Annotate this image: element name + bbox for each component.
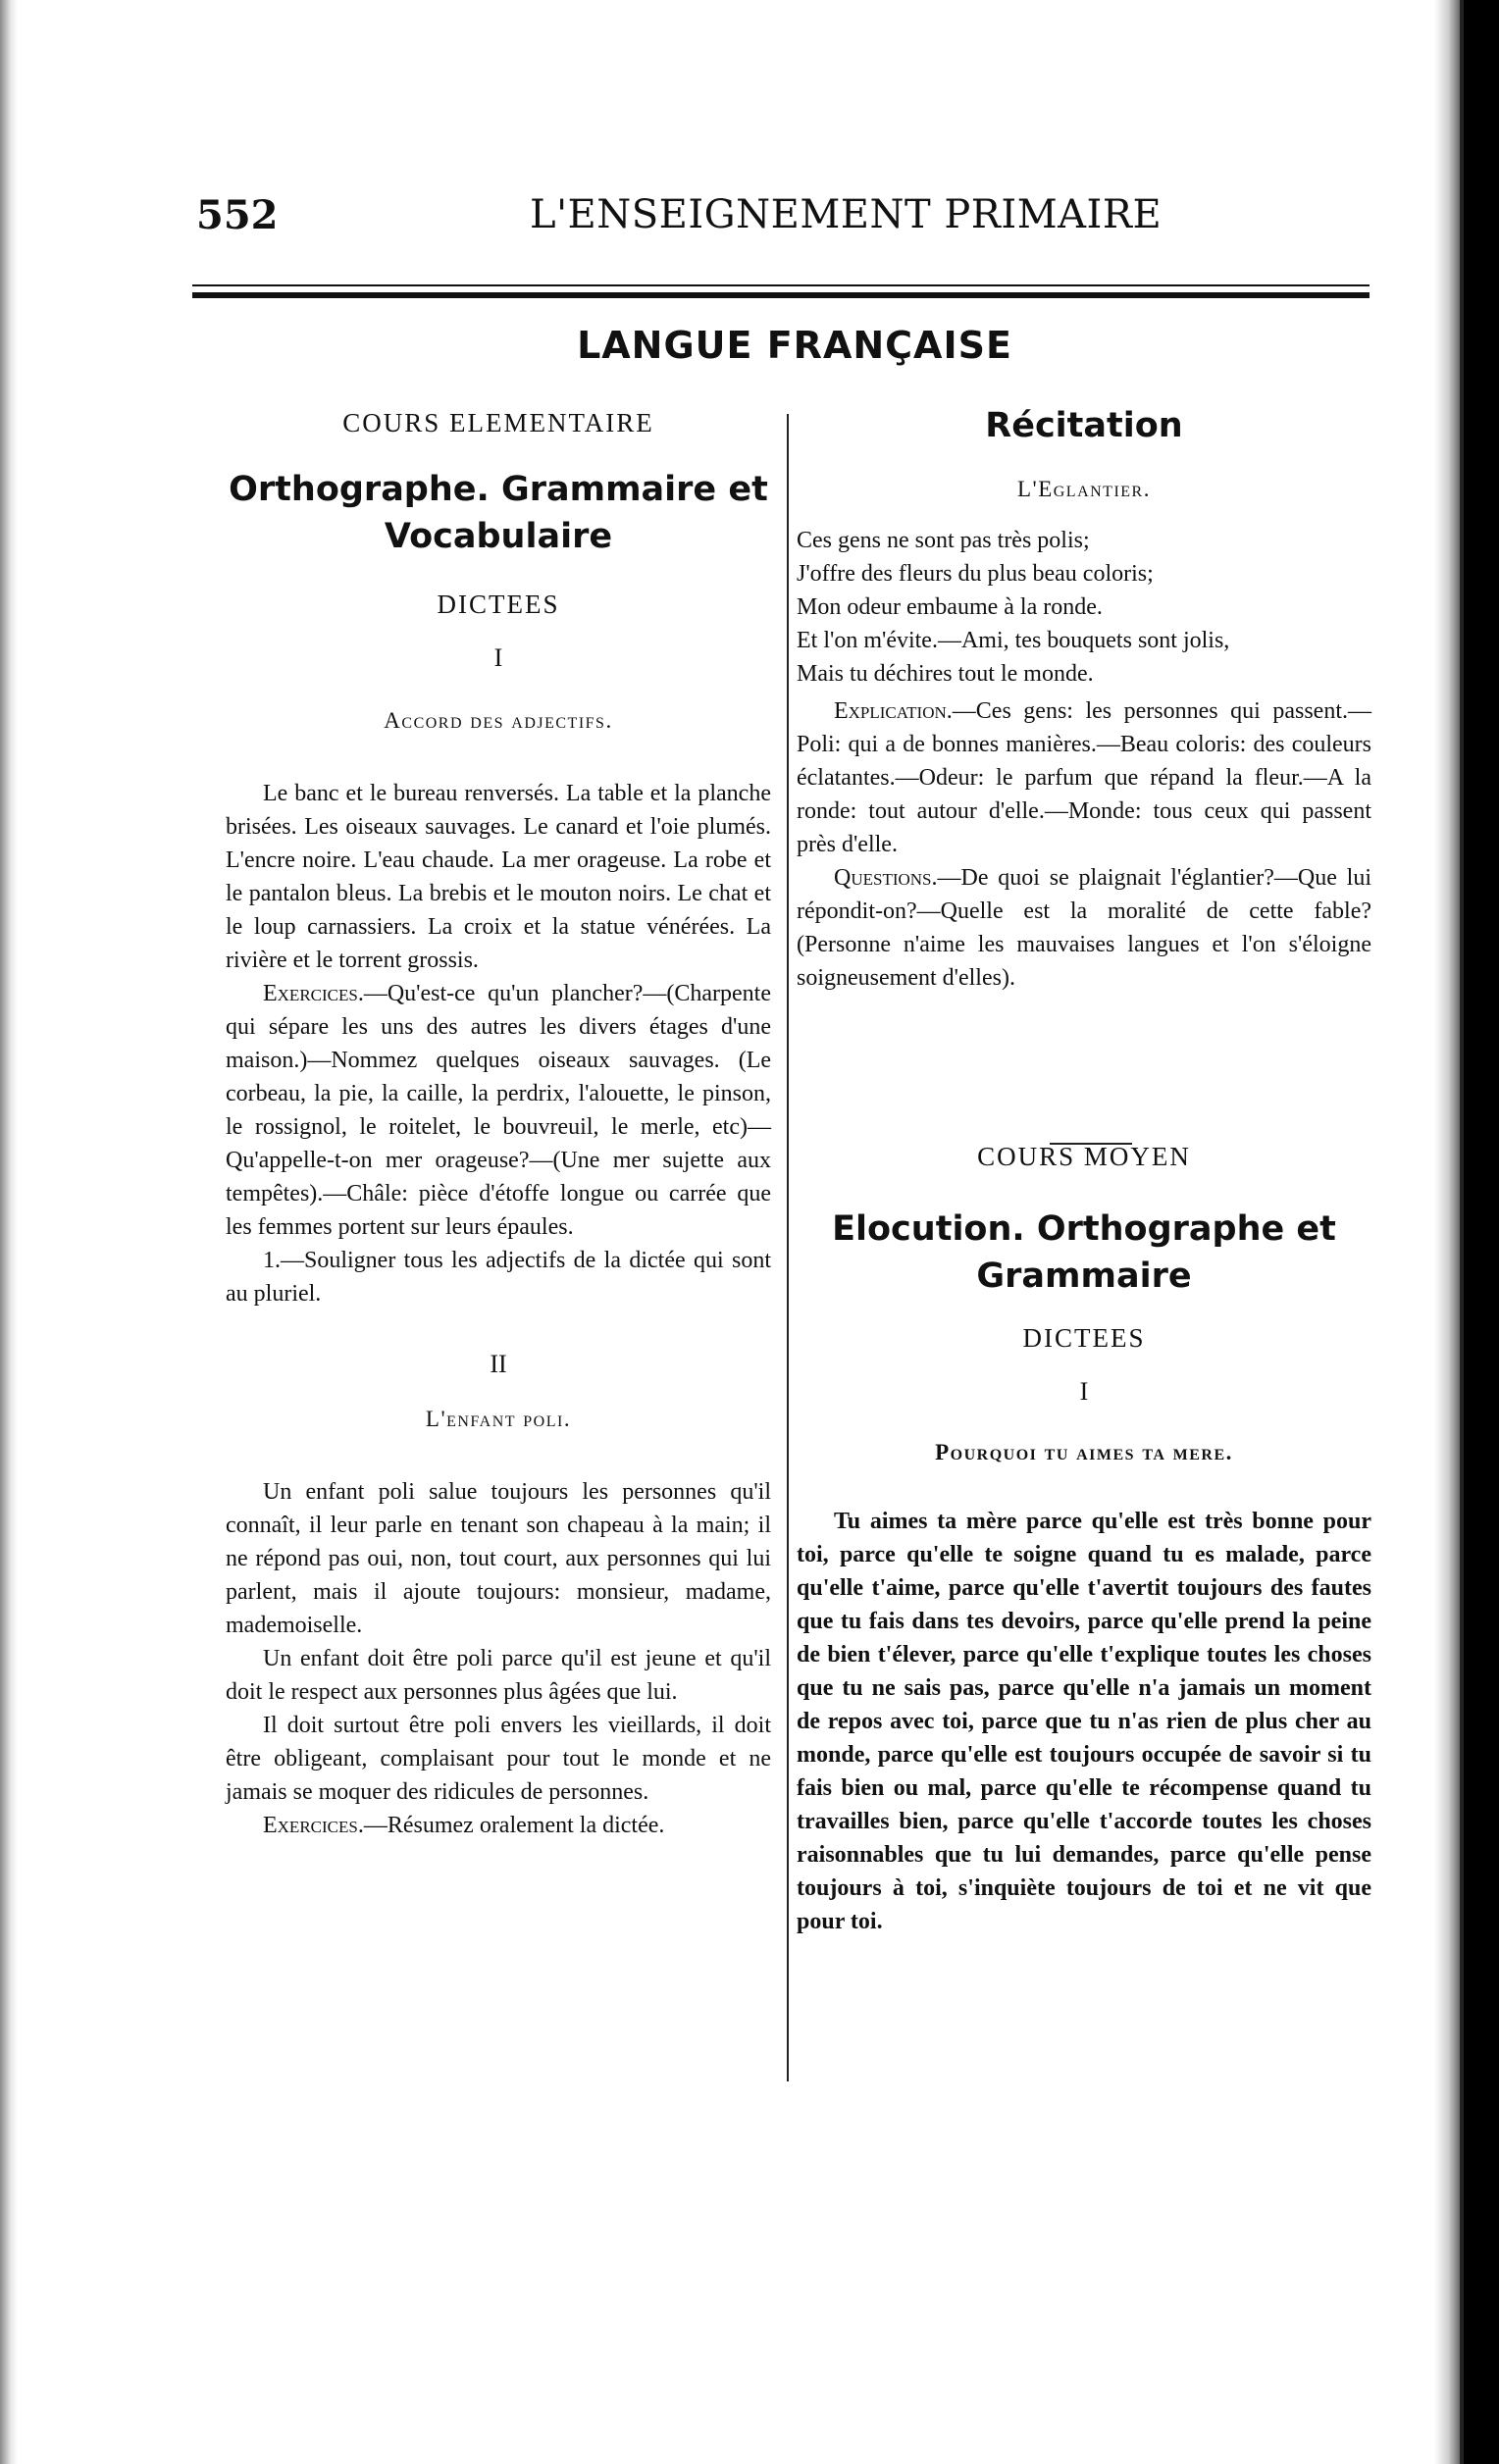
questions-text: .—De quoi se plaignait l'églantier?—Que lui répondit-on?—Quelle est la moralité de cette fable? (Personne n'aime les mauvaises langues et l'on s'éloigne soigneusement d'elles). — [797, 865, 1371, 991]
poem-title: L'Eglantier. — [1017, 477, 1151, 501]
right-heading-line1: Elocution. Orthographe et — [832, 1209, 1336, 1249]
header-rule-thick — [192, 292, 1370, 298]
poem-line: Ces gens ne sont pas très polis; — [797, 528, 1090, 553]
left-column — [226, 402, 771, 1842]
explication-text: .—Ces gens: les personnes qui passent.—Poli: qui a de bonnes manières.—Beau coloris: des couleurs éclatantes.—Odeur: le parfum que répand la fleur.—A la ronde: tout autour d'elle.—Monde: tous ceux qui passent près d'elle. — [797, 698, 1371, 857]
exercises-label: Exercices — [263, 981, 358, 1006]
exercises-2 — [226, 1809, 771, 1842]
left-heading-line1: Orthographe. Grammaire et — [229, 470, 768, 509]
dictee-title-right: Pourquoi tu aimes ta mere. — [935, 1440, 1233, 1464]
running-head — [196, 192, 1163, 251]
exercises — [226, 977, 771, 1244]
right-heading-line2: Grammaire — [976, 1257, 1192, 1296]
recitation-heading: Récitation — [985, 406, 1183, 445]
course-moyen-label: COURS MOYEN — [977, 1142, 1191, 1171]
section-title: LANGUE FRANÇAISE — [577, 324, 1012, 367]
questions-label: Questions — [834, 865, 932, 891]
journal-title: L'ENSEIGNEMENT PRIMAIRE — [530, 192, 1163, 237]
poem-line: Mon odeur embaume à la ronde. — [797, 594, 1103, 620]
page-number: 552 — [196, 192, 279, 238]
explication — [797, 694, 1371, 861]
dictee-2-paragraph-3: Il doit surtout être poli envers les vieillards, il doit être obligeant, complaisant pour tout le monde et ne jamais se moquer des ridicules de personnes. — [226, 1713, 771, 1805]
right-column — [797, 402, 1371, 1938]
header-rule-thin — [192, 284, 1370, 286]
dictee-text-right: Tu aimes ta mère parce qu'elle est très bonne pour toi, parce qu'elle te soigne quand tu es malade, parce qu'elle t'aime, parce qu'elle t'avertit toujours des fautes que tu fais dans tes devoirs, parce qu'elle prend la peine de bien t'élever, parce qu'elle t'explique toutes les choses que tu ne sais pas, parce qu'elle n'a jamais un moment de repos avec toi, parce que tu n'as rien de plus cher au monde, parce qu'elle est toujours occupée de savoir si tu fais bien ou mal, parce qu'elle te récompense quand tu travailles bien, parce qu'elle t'accorde toutes les choses raisonnables que tu lui demandes, parce qu'elle pense toujours à toi, s'inquiète toujours de toi et ne vit que pour toi. — [797, 1509, 1371, 1934]
poem-line: J'offre des fleurs du plus beau coloris; — [797, 561, 1154, 587]
dictee-2-paragraph-2: Un enfant doit être poli parce qu'il est jeune et qu'il doit le respect aux personnes plus âgées que lui. — [226, 1646, 771, 1705]
poem-line: Et l'on m'évite.—Ami, tes bouquets sont jolis, — [797, 628, 1230, 653]
dictee-number: I — [493, 643, 503, 672]
exercises-2-text: .—Résumez oralement la dictée. — [357, 1813, 665, 1838]
dictee-title: Accord des adjectifs. — [384, 708, 613, 733]
dictee-title-2: L'enfant poli. — [425, 1407, 572, 1431]
dictee-number-right: I — [1079, 1377, 1089, 1406]
column-divider — [787, 414, 789, 2081]
exercises-text: .—Qu'est-ce qu'un plancher?—(Charpente qui sépare les uns des autres les divers étages d'une maison.)—Nommez quelques oiseaux sauvages. (Le corbeau, la pie, la caille, la perdrix, l'alouette, le pinson, le rossignol, le roitelet, le bouvreuil, le merle, etc)—Qu'appelle-t-on mer orageuse?—(Une mer sujette aux tempêtes).—Châle: pièce d'étoffe longue ou carrée que les femmes portent sur leurs épaules. — [226, 981, 771, 1240]
poem — [797, 524, 1371, 691]
dictees-label-right: DICTEES — [1022, 1323, 1146, 1353]
dictee-2-paragraph-1: Un enfant poli salue toujours les personnes qu'il connaît, il leur parle en tenant son chapeau à la main; il ne répond pas oui, non, tout court, aux personnes qui lui parlent, mais il ajoute toujours: monsieur, madame, mademoiselle. — [226, 1479, 771, 1638]
explication-label: Explication — [834, 698, 947, 724]
exercise-item: 1.—Souligner tous les adjectifs de la dictée qui sont au pluriel. — [226, 1248, 771, 1307]
left-heading-line2: Vocabulaire — [384, 517, 613, 556]
dictee-text: Le banc et le bureau renversés. La table et la planche brisées. Les oiseaux sauvages. Le canard et l'oie plumés. L'encre noire. L'eau chaude. La mer orageuse. La robe et le pantalon bleus. La brebis et le mouton noirs. Le chat et le loup carnassiers. La croix et la statue vénérées. La rivière et le torrent grossis. — [226, 781, 771, 973]
questions — [797, 861, 1371, 995]
course-label: COURS ELEMENTAIRE — [342, 408, 654, 437]
poem-line: Mais tu déchires tout le monde. — [797, 661, 1094, 687]
dictee-number-2: II — [490, 1350, 507, 1378]
dictees-label: DICTEES — [437, 590, 560, 619]
exercises-2-label: Exercices — [263, 1813, 358, 1838]
